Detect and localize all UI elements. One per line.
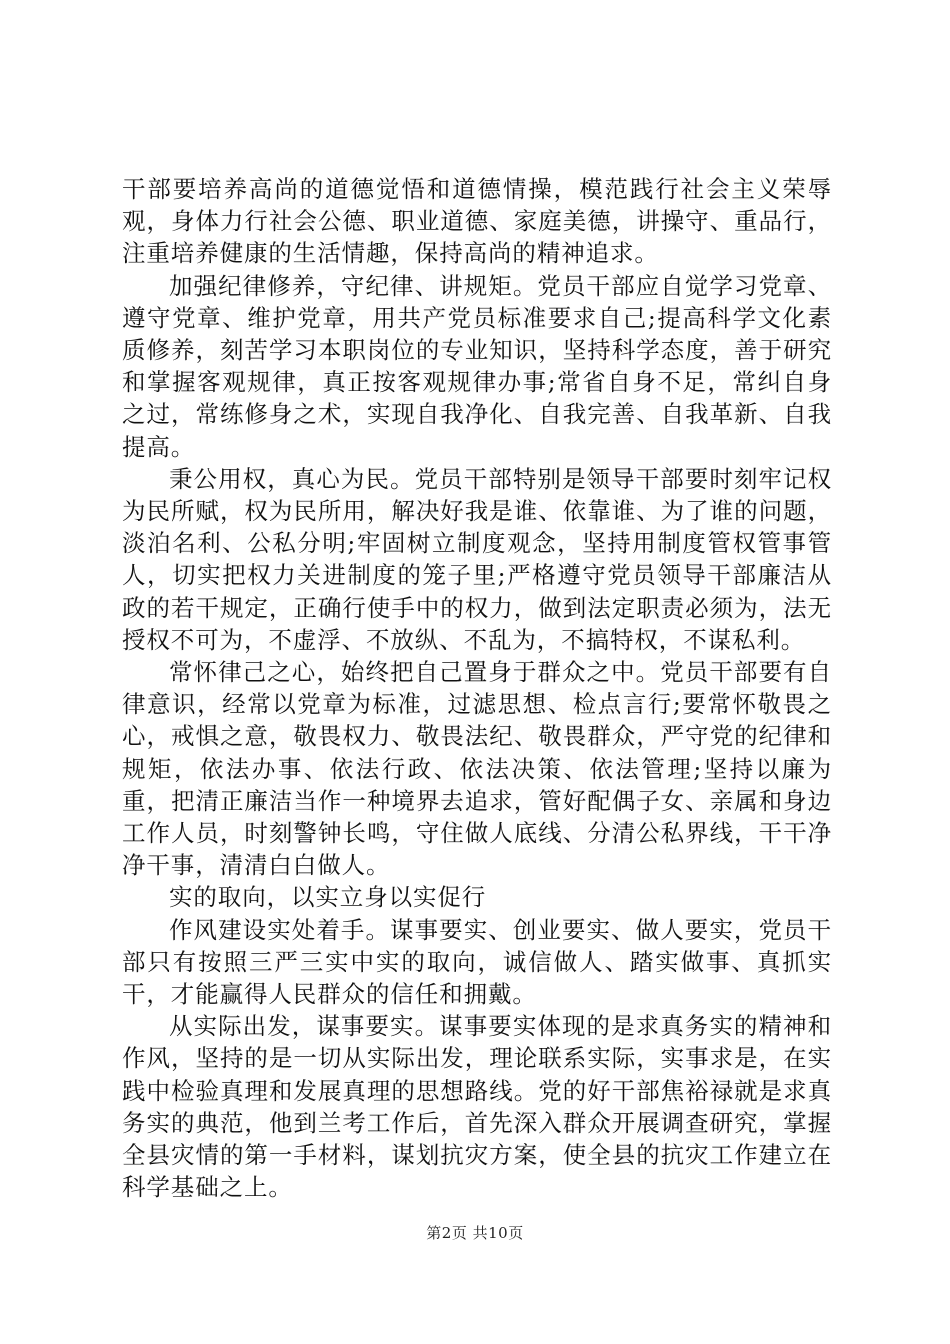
paragraph-power-for-people: 秉公用权，真心为民。党员干部特别是领导干部要时刻牢记权为民所赋，权为民所用，解决好我是谁、依靠谁、为了谁的问题，淡泊名利、公私分明;牢固树立制度观念，坚持用制度管权管事管人，切实把权力关进制度的笼子里;严格遵守党员领导干部廉洁从政的若干规定，正确行使手中的权力，做到法定职责必须为，法无授权不可为，不虚浮、不放纵、不乱为，不搞特权，不谋私利。 [122,464,832,654]
paragraph-self-discipline: 常怀律己之心，始终把自己置身于群众之中。党员干部要有自律意识，经常以党章为标准，过滤思想、检点言行;要常怀敬畏之心，戒惧之意，敬畏权力、敬畏法纪、敬畏群众，严守党的纪律和规矩，依法办事、依法行政、依法决策、依法管理;坚持以廉为重，把清正廉洁当作一种境界去追求，管好配偶子女、亲属和身边工作人员，时刻警钟长鸣，守住做人底线、分清公私界线，干干净净干事，清清白白做人。 [122,658,832,880]
paragraph-continuation: 干部要培养高尚的道德觉悟和道德情操，模范践行社会主义荣辱观，身体力行社会公德、职业道德、家庭美德，讲操守、重品行，注重培养健康的生活情趣，保持高尚的精神追求。 [122,175,832,268]
section-heading: 实的取向，以实立身以实促行 [169,883,487,912]
paragraph-discipline: 加强纪律修养，守纪律、讲规矩。党员干部应自觉学习党章、遵守党章、维护党章，用共产党员标准要求自己;提高科学文化素质修养，刻苦学习本职岗位的专业知识，坚持科学态度，善于研究和掌握客观规律，真正按客观规律办事;常省自身不足，常纠自身之过，常练修身之术，实现自我净化、自我完善、自我革新、自我提高。 [122,271,832,461]
paragraph-practical: 从实际出发，谋事要实。谋事要实体现的是求真务实的精神和作风，坚持的是一切从实际出发，理论联系实际，实事求是，在实践中检验真理和发展真理的思想路线。党的好干部焦裕禄就是求真务实的典范，他到兰考工作后，首先深入群众开展调查研究，掌握全县灾情的第一手材料，谋划抗灾方案，使全县的抗灾工作建立在科学基础之上。 [122,1012,832,1202]
page-footer: 第2页 共10页 [426,1224,524,1242]
paragraph-work-style: 作风建设实处着手。谋事要实、创业要实、做人要实，党员干部只有按照三严三实中实的取向，诚信做人、踏实做事、真抓实干，才能赢得人民群众的信任和拥戴。 [122,915,832,1009]
document-body [122,173,832,1204]
